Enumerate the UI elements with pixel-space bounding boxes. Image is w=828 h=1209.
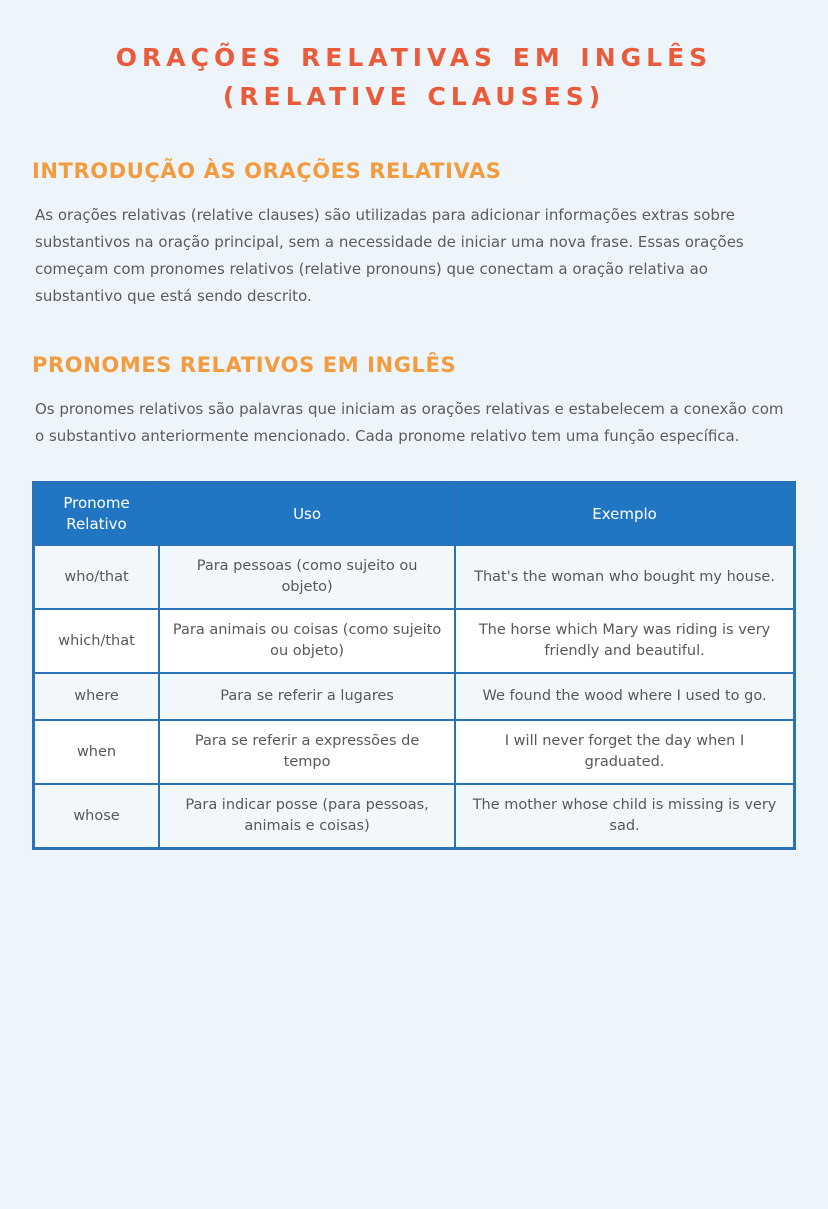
column-header: Exemplo (455, 483, 794, 546)
table-cell: when (34, 720, 160, 784)
section-pronomes (32, 352, 796, 450)
table-row (34, 720, 795, 784)
table-cell: The mother whose child is missing is very sad. (455, 784, 794, 849)
page-title: ORAÇÕES RELATIVAS EM INGLÊS (RELATIVE CLAUSES) (115, 43, 713, 111)
table-row (34, 784, 795, 849)
relative-pronouns-table (32, 481, 796, 850)
table-cell: We found the wood where I used to go. (455, 673, 794, 720)
section-introducao (32, 158, 796, 310)
table-row (34, 609, 795, 673)
table-cell: That's the woman who bought my house. (455, 545, 794, 609)
table-body (34, 545, 795, 849)
table-cell: Para se referir a lugares (159, 673, 455, 720)
section-heading-introducao: INTRODUÇÃO ÀS ORAÇÕES RELATIVAS (32, 159, 502, 183)
table-cell: whose (34, 784, 160, 849)
table-cell: Para indicar posse (para pessoas, animais e coisas) (159, 784, 455, 849)
table-cell: who/that (34, 545, 160, 609)
table-cell: I will never forget the day when I graduated. (455, 720, 794, 784)
section-heading-pronomes: PRONOMES RELATIVOS EM INGLÊS (32, 353, 457, 377)
section-body-introducao: As orações relativas (relative clauses) são utilizadas para adicionar informações extras sobre substantivos na oração principal, sem a necessidade de iniciar uma nova frase. Essas orações começam com pronomes relativos (relative pronouns) que conectam a oração relativa ao substantivo que está sendo descrito. (35, 206, 744, 305)
table-row (34, 545, 795, 609)
column-header: Pronome Relativo (34, 483, 160, 546)
table-row (34, 673, 795, 720)
column-header: Uso (159, 483, 455, 546)
table-header-row (34, 483, 795, 546)
table-cell: Para se referir a expressões de tempo (159, 720, 455, 784)
section-body-pronomes: Os pronomes relativos são palavras que iniciam as orações relativas e estabelecem a conexão com o substantivo anteriormente mencionado. Cada pronome relativo tem uma função específica. (35, 400, 784, 445)
table-cell: where (34, 673, 160, 720)
table-cell: The horse which Mary was riding is very friendly and beautiful. (455, 609, 794, 673)
table-cell: which/that (34, 609, 160, 673)
table-cell: Para animais ou coisas (como sujeito ou objeto) (159, 609, 455, 673)
document-page (0, 38, 828, 1209)
table-cell: Para pessoas (como sujeito ou objeto) (159, 545, 455, 609)
